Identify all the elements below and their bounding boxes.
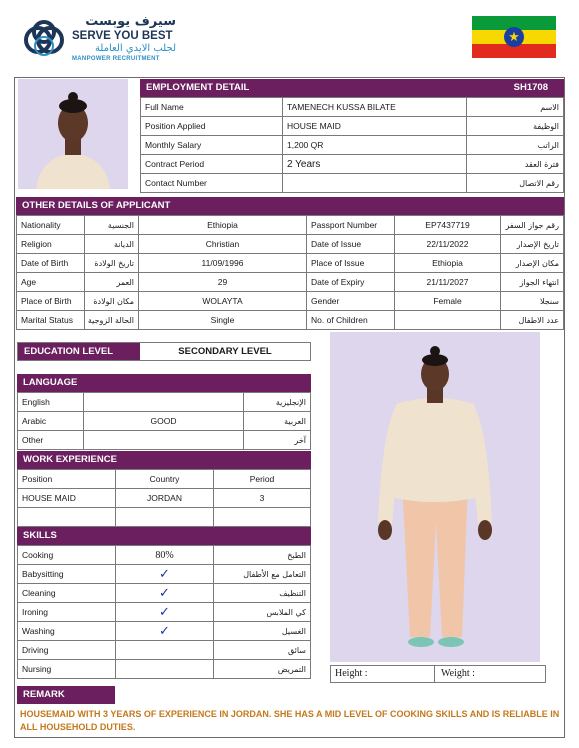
- work-experience-title: WORK EXPERIENCE: [17, 451, 311, 469]
- field-value: 29: [139, 273, 307, 292]
- work-experience-section: [17, 451, 311, 527]
- weight-field: [435, 666, 545, 682]
- table-row: [17, 273, 564, 292]
- field-label-arabic: الوظيفة: [467, 117, 564, 136]
- field-label: Date of Expiry: [307, 273, 395, 292]
- table-cell: HOUSE MAID: [18, 489, 116, 508]
- table-row: [141, 98, 564, 117]
- skill-label: Ironing: [18, 603, 116, 622]
- language-value: GOOD: [84, 412, 244, 431]
- field-label-arabic: رقم الاتصال: [467, 174, 564, 193]
- field-label-arabic: رقم جواز السفر: [501, 216, 564, 235]
- education-level-label: EDUCATION LEVEL: [18, 343, 140, 360]
- employment-header: [140, 79, 564, 97]
- field-value: Christian: [139, 235, 307, 254]
- weight-label: Weight :: [441, 668, 475, 679]
- field-label: Nationality: [17, 216, 85, 235]
- table-row: [18, 546, 311, 565]
- field-value: [395, 311, 501, 330]
- logo-subtitle: MANPOWER RECRUITMENT: [72, 56, 160, 62]
- language-section: [17, 374, 311, 450]
- field-label-arabic: فترة العقد: [467, 155, 564, 174]
- field-label-arabic: الحالة الزوجية: [85, 311, 139, 330]
- table-row: [18, 489, 311, 508]
- field-value: TAMENECH KUSSA BILATE: [283, 98, 467, 117]
- field-label: Date of Issue: [307, 235, 395, 254]
- field-value: [283, 174, 467, 193]
- star-emblem-icon: ★: [504, 27, 524, 47]
- language-label: English: [18, 393, 84, 412]
- field-value: Female: [395, 292, 501, 311]
- field-value: 11/09/1996: [139, 254, 307, 273]
- table-row: [17, 216, 564, 235]
- field-label: Date of Birth: [17, 254, 85, 273]
- skill-label-arabic: التنظيف: [214, 584, 311, 603]
- checkmark-icon: ✓: [116, 565, 214, 584]
- table-row: [17, 292, 564, 311]
- field-label-arabic: العمر: [85, 273, 139, 292]
- field-label: Monthly Salary: [141, 136, 283, 155]
- logo-english-name: SERVE YOU BEST: [72, 30, 173, 42]
- height-field: [331, 666, 435, 682]
- field-label: Age: [17, 273, 85, 292]
- other-details-title: OTHER DETAILS OF APPLICANT: [16, 197, 564, 215]
- language-table: [17, 392, 311, 450]
- language-title: LANGUAGE: [17, 374, 311, 392]
- company-logo: [20, 14, 180, 66]
- field-label: Religion: [17, 235, 85, 254]
- applicant-code: SH1708: [513, 82, 548, 93]
- skill-label: Cleaning: [18, 584, 116, 603]
- skill-label: Cooking: [18, 546, 116, 565]
- skill-label-arabic: سائق: [214, 641, 311, 660]
- employment-detail-section: [140, 79, 564, 193]
- field-value: WOLAYTA: [139, 292, 307, 311]
- table-row: [18, 603, 311, 622]
- work-experience-table: [17, 469, 311, 527]
- skill-value: [116, 641, 214, 660]
- table-row: [18, 584, 311, 603]
- language-label-arabic: العربية: [244, 412, 311, 431]
- table-row: [141, 174, 564, 193]
- field-label-arabic: انتهاء الجواز: [501, 273, 564, 292]
- table-row: [17, 311, 564, 330]
- field-label: No. of Children: [307, 311, 395, 330]
- column-header: Country: [116, 470, 214, 489]
- remark-section: [17, 686, 563, 734]
- table-cell: [214, 508, 311, 527]
- measurements-row: [330, 665, 546, 683]
- field-label: Gender: [307, 292, 395, 311]
- table-cell: [116, 508, 214, 527]
- language-value: [84, 431, 244, 450]
- education-level-row: [17, 342, 311, 361]
- height-label: Height :: [335, 668, 368, 679]
- field-label: Marital Status: [17, 311, 85, 330]
- checkmark-icon: ✓: [116, 584, 214, 603]
- column-header: Period: [214, 470, 311, 489]
- employment-title: EMPLOYMENT DETAIL: [146, 82, 250, 93]
- skill-label-arabic: التمريض: [214, 660, 311, 679]
- field-label-arabic: سنجلا: [501, 292, 564, 311]
- table-header-row: [18, 470, 311, 489]
- checkmark-icon: ✓: [116, 603, 214, 622]
- skill-label: Driving: [18, 641, 116, 660]
- portrait-photo: [18, 79, 128, 189]
- field-label: Position Applied: [141, 117, 283, 136]
- skill-label: Nursing: [18, 660, 116, 679]
- field-label: Place of Birth: [17, 292, 85, 311]
- field-label: Passport Number: [307, 216, 395, 235]
- table-row: [17, 235, 564, 254]
- field-label: Contact Number: [141, 174, 283, 193]
- skill-label: Babysitting: [18, 565, 116, 584]
- field-value: Ethiopia: [139, 216, 307, 235]
- employment-table: [140, 97, 564, 193]
- table-row: [141, 117, 564, 136]
- language-value: [84, 393, 244, 412]
- table-cell: JORDAN: [116, 489, 214, 508]
- field-label-arabic: تاريخ الإصدار: [501, 235, 564, 254]
- table-row: [18, 508, 311, 527]
- language-label: Other: [18, 431, 84, 450]
- table-cell: [18, 508, 116, 527]
- field-label-arabic: تاريخ الولادة: [85, 254, 139, 273]
- field-value: EP7437719: [395, 216, 501, 235]
- remark-title: REMARK: [17, 686, 115, 704]
- table-row: [141, 136, 564, 155]
- field-label-arabic: الجنسية: [85, 216, 139, 235]
- other-details-section: [16, 197, 564, 330]
- skill-label: Washing: [18, 622, 116, 641]
- column-header: Position: [18, 470, 116, 489]
- skill-label-arabic: الغسيل: [214, 622, 311, 641]
- language-label-arabic: آخر: [244, 431, 311, 450]
- field-label: Contract Period: [141, 155, 283, 174]
- field-label-arabic: مكان الإصدار: [501, 254, 564, 273]
- field-label-arabic: الديانة: [85, 235, 139, 254]
- table-row: [18, 393, 311, 412]
- table-row: [18, 565, 311, 584]
- checkmark-icon: ✓: [116, 622, 214, 641]
- skill-label-arabic: الطبخ: [214, 546, 311, 565]
- ethiopia-flag: [472, 16, 556, 58]
- field-label-arabic: الاسم: [467, 98, 564, 117]
- table-row: [18, 641, 311, 660]
- language-label: Arabic: [18, 412, 84, 431]
- logo-arabic-tagline: لجلب الايدي العاملة: [94, 43, 176, 54]
- field-label-arabic: مكان الولادة: [85, 292, 139, 311]
- education-level-value: SECONDARY LEVEL: [178, 346, 272, 357]
- field-value: 21/11/2027: [395, 273, 501, 292]
- field-label-arabic: الراتب: [467, 136, 564, 155]
- field-value: Single: [139, 311, 307, 330]
- table-row: [17, 254, 564, 273]
- field-value: 22/11/2022: [395, 235, 501, 254]
- full-body-photo: [330, 332, 540, 662]
- table-row: [18, 660, 311, 679]
- remark-text: HOUSEMAID WITH 3 YEARS OF EXPERIENCE IN JORDAN. SHE HAS A MID LEVEL OF COOKING SKILLS AND IS RELIABLE IN ALL HOUSEHOLD DUTIES.: [20, 709, 560, 732]
- table-row: [18, 431, 311, 450]
- skills-table: [17, 545, 311, 679]
- field-value: HOUSE MAID: [283, 117, 467, 136]
- field-value: Ethiopia: [395, 254, 501, 273]
- logo-knot-icon: [20, 16, 70, 64]
- logo-arabic-name: سيرف يوبست: [85, 14, 176, 29]
- table-row: [18, 622, 311, 641]
- field-value: 1,200 QR: [283, 136, 467, 155]
- skill-label-arabic: كي الملابس: [214, 603, 311, 622]
- field-label: Place of Issue: [307, 254, 395, 273]
- table-cell: 3: [214, 489, 311, 508]
- language-label-arabic: الإنجليزية: [244, 393, 311, 412]
- field-label-arabic: عدد الاطفال: [501, 311, 564, 330]
- table-row: [141, 155, 564, 174]
- skill-value: 80%: [116, 546, 214, 565]
- table-row: [18, 412, 311, 431]
- other-details-table: [16, 215, 564, 330]
- field-value: 2 Years: [283, 155, 467, 174]
- skills-section: [17, 527, 311, 679]
- skills-title: SKILLS: [17, 527, 311, 545]
- skill-label-arabic: التعامل مع الأطفال: [214, 565, 311, 584]
- skill-value: [116, 660, 214, 679]
- field-label: Full Name: [141, 98, 283, 117]
